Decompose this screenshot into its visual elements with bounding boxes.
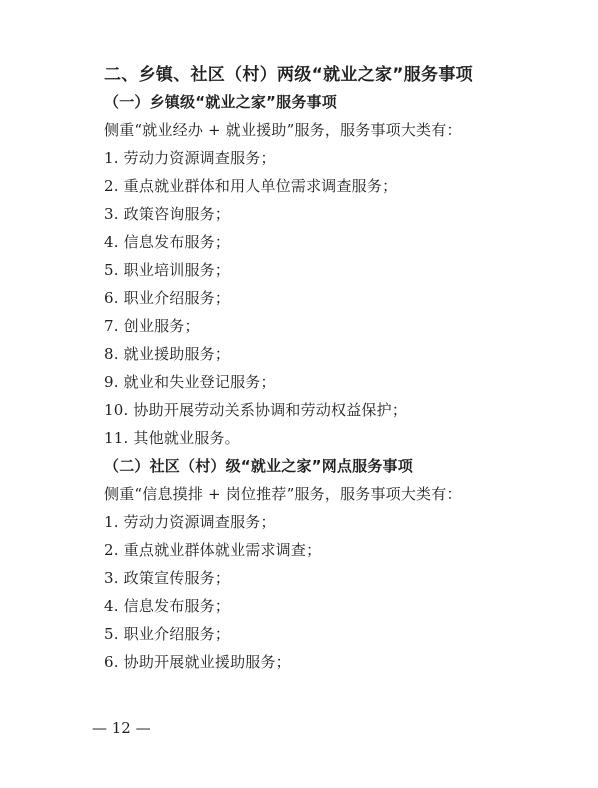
community-item: 3. 政策宣传服务； — [104, 569, 231, 587]
town-item: 4. 信息发布服务； — [104, 233, 231, 251]
town-item: 8. 就业援助服务； — [104, 345, 231, 363]
community-item: 1. 劳动力资源调查服务； — [104, 513, 276, 531]
section-title: 二、乡镇、社区（村）两级“就业之家”服务事项 — [104, 65, 473, 85]
town-item: 1. 劳动力资源调查服务； — [104, 149, 276, 167]
town-item: 6. 职业介绍服务； — [104, 289, 231, 307]
town-item: 2. 重点就业群体和用人单位需求调查服务； — [104, 177, 398, 195]
town-item: 9. 就业和失业登记服务； — [104, 373, 276, 391]
town-item: 7. 创业服务； — [104, 317, 200, 335]
community-item: 6. 协助开展就业援助服务； — [104, 653, 291, 671]
town-intro: 侧重“就业经办 + 就业援助”服务，服务事项大类有： — [104, 121, 462, 139]
town-heading: （一）乡镇级“就业之家”服务事项 — [104, 93, 337, 111]
community-heading: （二）社区（村）级“就业之家”网点服务事项 — [104, 457, 413, 475]
community-intro: 侧重“信息摸排 + 岗位推荐”服务，服务事项大类有： — [104, 485, 462, 503]
community-item: 4. 信息发布服务； — [104, 597, 231, 615]
page-number: — 12 — — [92, 719, 151, 737]
town-item: 5. 职业培训服务； — [104, 261, 231, 279]
town-item: 11. 其他就业服务。 — [104, 429, 240, 447]
community-item: 5. 职业介绍服务； — [104, 625, 231, 643]
town-item: 3. 政策咨询服务； — [104, 205, 231, 223]
community-item: 2. 重点就业群体就业需求调查； — [104, 541, 322, 559]
town-item: 10. 协助开展劳动关系协调和劳动权益保护； — [104, 401, 408, 419]
